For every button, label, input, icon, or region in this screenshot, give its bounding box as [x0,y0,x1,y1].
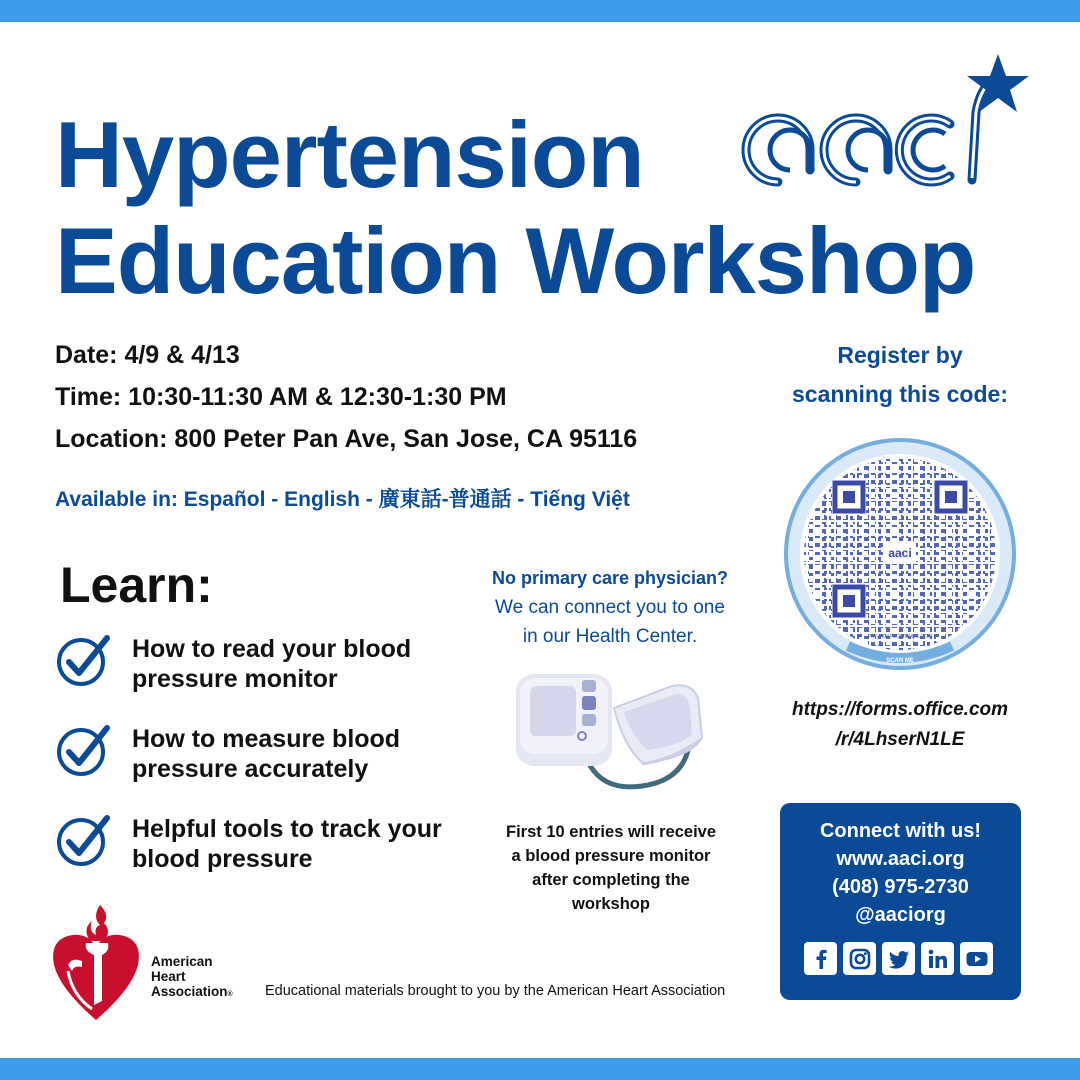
qr-scan-label: SCAN ME [886,658,914,664]
physician-question: No primary care physician? [491,568,729,588]
register-line-1: Register by [837,342,963,368]
register-line-2: scanning this code: [792,381,1008,407]
aha-trademark: ® [227,991,233,998]
register-prompt [775,336,1025,414]
bottom-accent-bar [0,1058,1080,1080]
american-heart-association-logo [52,905,140,1020]
learn-item-text: How to read your blood pressure monitor [132,635,412,693]
title-line-2: Education Workshop [55,208,976,313]
learn-heading: Learn: [60,557,213,613]
checkmark-circle-icon [55,722,111,778]
event-date: Date: 4/9 & 4/13 [55,341,240,369]
title-line-1: Hypertension [55,102,644,207]
footer-note: Educational materials brought to you by the American Heart Association [265,983,726,999]
linkedin-icon[interactable] [921,942,954,975]
instagram-icon[interactable] [843,942,876,975]
connect-website[interactable]: www.aaci.org [836,848,965,870]
aha-line-3: Association [151,984,228,999]
physician-line-2: in our Health Center. [522,626,698,647]
registration-qr-code[interactable] [780,438,1020,670]
checkmark-circle-icon [55,812,111,868]
connect-heading: Connect with us! [819,820,982,842]
learn-item-text: How to measure blood pressure accurately [132,725,401,783]
connect-box [780,803,1021,1000]
twitter-icon[interactable] [882,942,915,975]
event-location: Location: 800 Peter Pan Ave, San Jose, CA 95116 [55,425,638,453]
event-details [55,334,637,460]
learn-item-text: Helpful tools to track your blood pressure [132,815,442,873]
learn-item [55,722,485,792]
available-languages: Available in: Español - English - 廣東話-普通話 - Tiếng Việt [55,488,630,511]
physician-line-1: We can connect you to one [495,597,725,618]
checkmark-circle-icon [55,632,111,688]
learn-item [55,632,485,702]
aha-wordmark [151,954,233,1002]
learn-item [55,812,485,882]
giveaway-note: First 10 entries will receive a blood pressure monitor after completing the workshop [505,823,717,913]
aha-line-2: Heart [151,969,186,984]
url-line-1: https://forms.office.com [791,699,1009,720]
facebook-icon[interactable] [804,942,837,975]
aaci-logo [740,52,1030,202]
top-accent-bar [0,0,1080,22]
youtube-icon[interactable] [960,942,993,975]
physician-info [470,564,750,651]
connect-handle: @aaciorg [855,904,946,926]
registration-url[interactable] [775,695,1025,755]
qr-ring-text: PRIVACY.FLOWCODE.COM [867,634,933,640]
aha-line-1: American [151,954,213,969]
blood-pressure-monitor-illustration [512,668,712,798]
url-line-2: /r/4LhserN1LE [835,729,965,750]
social-links [804,942,993,975]
svg-text:aaci: aaci [888,546,912,560]
event-time: Time: 10:30-11:30 AM & 12:30-1:30 PM [55,383,507,411]
connect-phone[interactable]: (408) 975-2730 [832,876,969,898]
